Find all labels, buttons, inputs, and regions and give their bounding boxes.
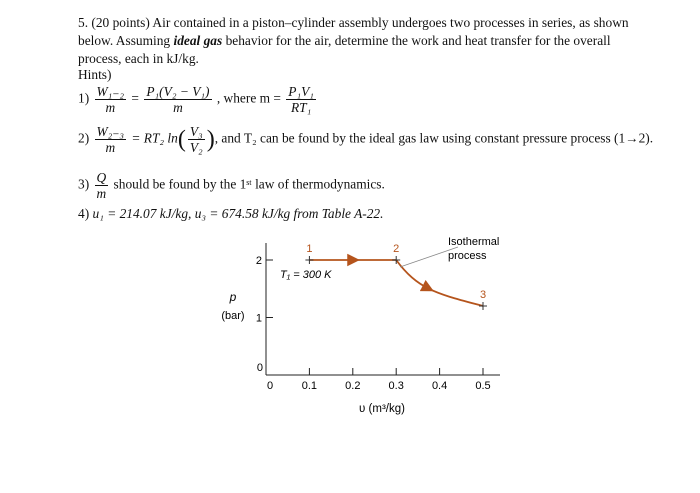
hint-1-rhs [144,84,211,115]
hint-4-text: u₁ = 214.07 kJ/kg, u₃ = 674.58 kJ/kg from Table A-22. [92,206,384,221]
t1-annotation: T₁ = 300 K [280,269,332,281]
state-label: 1 [306,243,313,255]
problem-text-2: behavior for the air, determine the work and heat transfer for the overall process, each in kJ/kg. [78,33,611,66]
hint-4 [78,206,383,222]
pv-diagram [200,225,520,420]
hint-2 [78,124,653,155]
x-ticks [267,368,491,392]
x-tick-label: 0.1 [301,380,318,392]
hint-2-tail: , and T₂ can be found by the ideal gas law using constant pressure process (1→2). [214,130,654,146]
hint-1-rhs-den: m [173,100,183,115]
problem-statement [78,14,638,68]
isothermal-annotation: Isothermal process [448,236,500,262]
problem-text-1: Air contained in a piston–cylinder assembly undergoes two processes in series, as shown below. Assuming [78,15,629,48]
state-label: 2 [393,243,400,255]
process-2-3-curve [396,260,483,306]
x-axis-label: υ (m³/kg) [359,403,405,415]
hint-3-frac [95,170,109,201]
hint-2-ratio [188,124,205,155]
hint-1-m [286,84,316,115]
x-tick-label: 0.5 [475,380,491,392]
x-tick-label: 0 [266,380,274,392]
y-tick-label: 0 [256,362,263,374]
x-tick-label: 0.2 [345,380,361,392]
hint-2-ratio-num: V₃ [189,124,203,139]
hint-1-lhs [95,84,127,115]
y-axis-unit: (bar) [221,310,245,322]
hint-2-ratio-den: V₂ [189,140,203,155]
process-2-3-arrow [426,287,429,289]
hint-3-den: m [96,186,107,201]
hint-2-label: 2) [78,130,90,146]
hint-1-eq: = [131,90,139,106]
hint-2-open-paren: ( [177,126,186,153]
y-tick-label: 2 [255,255,262,267]
y-axis-label: p [229,290,237,304]
hint-2-eq: = RT₂ ln [131,130,178,146]
hint-3 [78,170,385,201]
problem-number: 5. [78,15,89,30]
hint-3-text: should be found by the 1ˢᵗ law of thermodynamics. [113,176,385,192]
hint-2-lhs-num: W₂₋₃ [96,124,125,139]
x-tick-label: 0.3 [388,380,404,392]
hint-1 [78,84,318,115]
hint-1-lhs-num: W₁₋₂ [96,84,125,99]
y-ticks [256,255,273,374]
hint-1-where: , where m = [216,90,281,106]
hint-1-label: 1) [78,90,90,106]
hint-1-m-num: P₁V₁ [288,84,314,99]
state-label: 3 [479,289,487,301]
hint-2-close-paren: ) [206,126,215,153]
problem-points: (20 points) [91,15,150,30]
hint-2-lhs-den: m [105,140,116,155]
x-tick-label: 0.4 [431,380,448,392]
hint-4-label: 4) [78,206,90,221]
hint-2-lhs [95,124,127,155]
hint-3-num: Q [96,170,107,185]
y-tick-label: 1 [255,312,262,325]
hint-1-m-den: RT₁ [290,100,312,115]
hint-1-lhs-den: m [105,100,116,115]
hint-1-rhs-num: P₁(V₂ − V₁) [146,84,210,99]
hint-3-label: 3) [78,176,90,192]
hints-heading: Hints) [78,67,112,82]
ideal-gas-emphasis: ideal gas [173,33,223,48]
